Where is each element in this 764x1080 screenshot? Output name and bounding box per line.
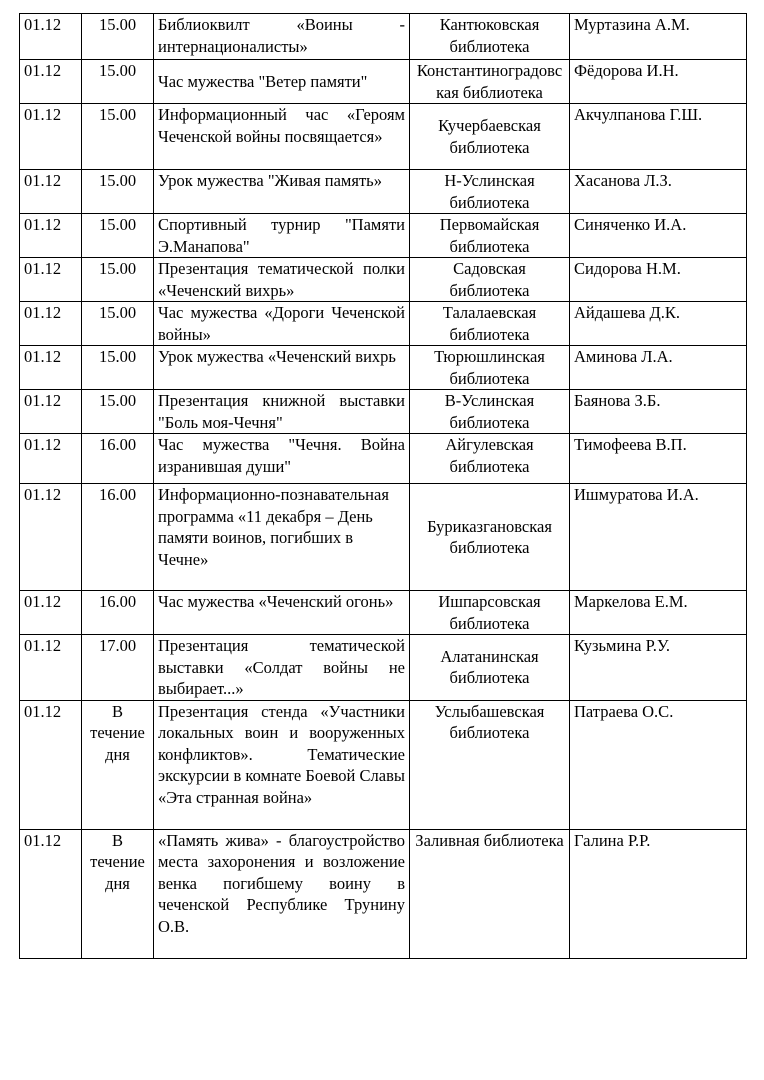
time-cell: 15.00 bbox=[82, 302, 154, 346]
date-cell: 01.12 bbox=[20, 635, 82, 701]
event-cell: Презентация тематической полки «Чеченский вихрь» bbox=[154, 258, 410, 302]
table-row bbox=[20, 346, 747, 390]
event-cell: Информационный час «Героям Чеченской войны посвящается» bbox=[154, 104, 410, 170]
event-cell: Спортивный турнир "Памяти Э.Манапова" bbox=[154, 214, 410, 258]
table-row bbox=[20, 700, 747, 829]
table-row bbox=[20, 390, 747, 434]
table-row bbox=[20, 214, 747, 258]
library-cell: Садовская библиотека bbox=[410, 258, 570, 302]
library-cell bbox=[410, 60, 570, 104]
responsible-cell: Кузьмина Р.У. bbox=[570, 635, 747, 701]
library-cell: Первомайская библиотека bbox=[410, 214, 570, 258]
time-cell: 15.00 bbox=[82, 346, 154, 390]
date-cell: 01.12 bbox=[20, 60, 82, 104]
date-cell: 01.12 bbox=[20, 484, 82, 591]
time-cell: 15.00 bbox=[82, 214, 154, 258]
time-cell: 17.00 bbox=[82, 635, 154, 701]
table-row bbox=[20, 302, 747, 346]
responsible-cell: Хасанова Л.З. bbox=[570, 170, 747, 214]
date-cell: 01.12 bbox=[20, 829, 82, 958]
time-cell: В течение дня bbox=[82, 829, 154, 958]
responsible-cell: Патраева О.С. bbox=[570, 700, 747, 829]
date-cell: 01.12 bbox=[20, 390, 82, 434]
table-row bbox=[20, 484, 747, 591]
date-cell: 01.12 bbox=[20, 434, 82, 484]
library-cell: Кантюковская библиотека bbox=[410, 14, 570, 60]
date-cell: 01.12 bbox=[20, 700, 82, 829]
responsible-cell: Айдашева Д.К. bbox=[570, 302, 747, 346]
date-cell: 01.12 bbox=[20, 346, 82, 390]
responsible-cell: Муртазина А.М. bbox=[570, 14, 747, 60]
events-table bbox=[19, 13, 747, 959]
library-cell: Талалаевская библиотека bbox=[410, 302, 570, 346]
responsible-cell: Фёдорова И.Н. bbox=[570, 60, 747, 104]
event-cell: Час мужества «Чеченский огонь» bbox=[154, 591, 410, 635]
time-cell: 15.00 bbox=[82, 14, 154, 60]
table-row bbox=[20, 14, 747, 60]
event-cell: Библиоквилт «Воины - интернационалисты» bbox=[154, 14, 410, 60]
event-cell: Презентация стенда «Участники локальных воин и вооруженных конфликтов». Тематические экскурсии в комнате Боевой Славы «Эта странная война» bbox=[154, 700, 410, 829]
responsible-cell: Синяченко И.А. bbox=[570, 214, 747, 258]
event-cell: Информационно-познавательная программа «11 декабря – День памяти воинов, погибших в Чечне» bbox=[154, 484, 410, 591]
table-row bbox=[20, 170, 747, 214]
table-row bbox=[20, 591, 747, 635]
time-cell: 15.00 bbox=[82, 104, 154, 170]
responsible-cell: Тимофеева В.П. bbox=[570, 434, 747, 484]
responsible-cell: Маркелова Е.М. bbox=[570, 591, 747, 635]
responsible-cell: Акчулпанова Г.Ш. bbox=[570, 104, 747, 170]
time-cell: 16.00 bbox=[82, 591, 154, 635]
table-row bbox=[20, 258, 747, 302]
date-cell: 01.12 bbox=[20, 214, 82, 258]
time-cell: 15.00 bbox=[82, 258, 154, 302]
event-cell: Урок мужества "Живая память» bbox=[154, 170, 410, 214]
event-cell: «Память жива» - благоустройство места захоронения и возложение венка погибшему воину в чеченской Республике Трунину О.В. bbox=[154, 829, 410, 958]
library-cell: Буриказгановская библиотека bbox=[410, 484, 570, 591]
library-cell: Айгулевская библиотека bbox=[410, 434, 570, 484]
date-cell: 01.12 bbox=[20, 591, 82, 635]
responsible-cell: Баянова З.Б. bbox=[570, 390, 747, 434]
date-cell: 01.12 bbox=[20, 170, 82, 214]
event-cell: Час мужества "Ветер памяти" bbox=[154, 60, 410, 104]
event-cell: Час мужества "Чечня. Война изранившая души" bbox=[154, 434, 410, 484]
table-row bbox=[20, 635, 747, 701]
library-cell: В-Услинская библиотека bbox=[410, 390, 570, 434]
library-cell: Н-Услинская библиотека bbox=[410, 170, 570, 214]
date-cell: 01.12 bbox=[20, 258, 82, 302]
event-cell: Презентация книжной выставки "Боль моя-Чечня" bbox=[154, 390, 410, 434]
responsible-cell: Аминова Л.А. bbox=[570, 346, 747, 390]
table-row bbox=[20, 104, 747, 170]
library-cell: Ишпарсовская библиотека bbox=[410, 591, 570, 635]
document-page bbox=[19, 13, 746, 959]
time-cell: 16.00 bbox=[82, 434, 154, 484]
library-name: Константиноградовская библиотека bbox=[416, 61, 563, 102]
time-cell: 15.00 bbox=[82, 390, 154, 434]
responsible-cell: Ишмуратова И.А. bbox=[570, 484, 747, 591]
responsible-cell: Галина Р.Р. bbox=[570, 829, 747, 958]
library-cell: Алатанинская библиотека bbox=[410, 635, 570, 701]
time-cell: 15.00 bbox=[82, 170, 154, 214]
library-cell: Кучербаевская библиотека bbox=[410, 104, 570, 170]
event-cell: Час мужества «Дороги Чеченской войны» bbox=[154, 302, 410, 346]
event-cell: Презентация тематической выставки «Солдат войны не выбирает...» bbox=[154, 635, 410, 701]
date-cell: 01.12 bbox=[20, 104, 82, 170]
table-row bbox=[20, 434, 747, 484]
table-row bbox=[20, 60, 747, 104]
library-cell: Услыбашевская библиотека bbox=[410, 700, 570, 829]
time-cell: В течение дня bbox=[82, 700, 154, 829]
time-cell: 15.00 bbox=[82, 60, 154, 104]
library-cell: Тюрюшлинская библиотека bbox=[410, 346, 570, 390]
table-row bbox=[20, 829, 747, 958]
date-cell: 01.12 bbox=[20, 14, 82, 60]
responsible-cell: Сидорова Н.М. bbox=[570, 258, 747, 302]
event-cell: Урок мужества «Чеченский вихрь bbox=[154, 346, 410, 390]
library-cell: Заливная библиотека bbox=[410, 829, 570, 958]
time-cell: 16.00 bbox=[82, 484, 154, 591]
date-cell: 01.12 bbox=[20, 302, 82, 346]
